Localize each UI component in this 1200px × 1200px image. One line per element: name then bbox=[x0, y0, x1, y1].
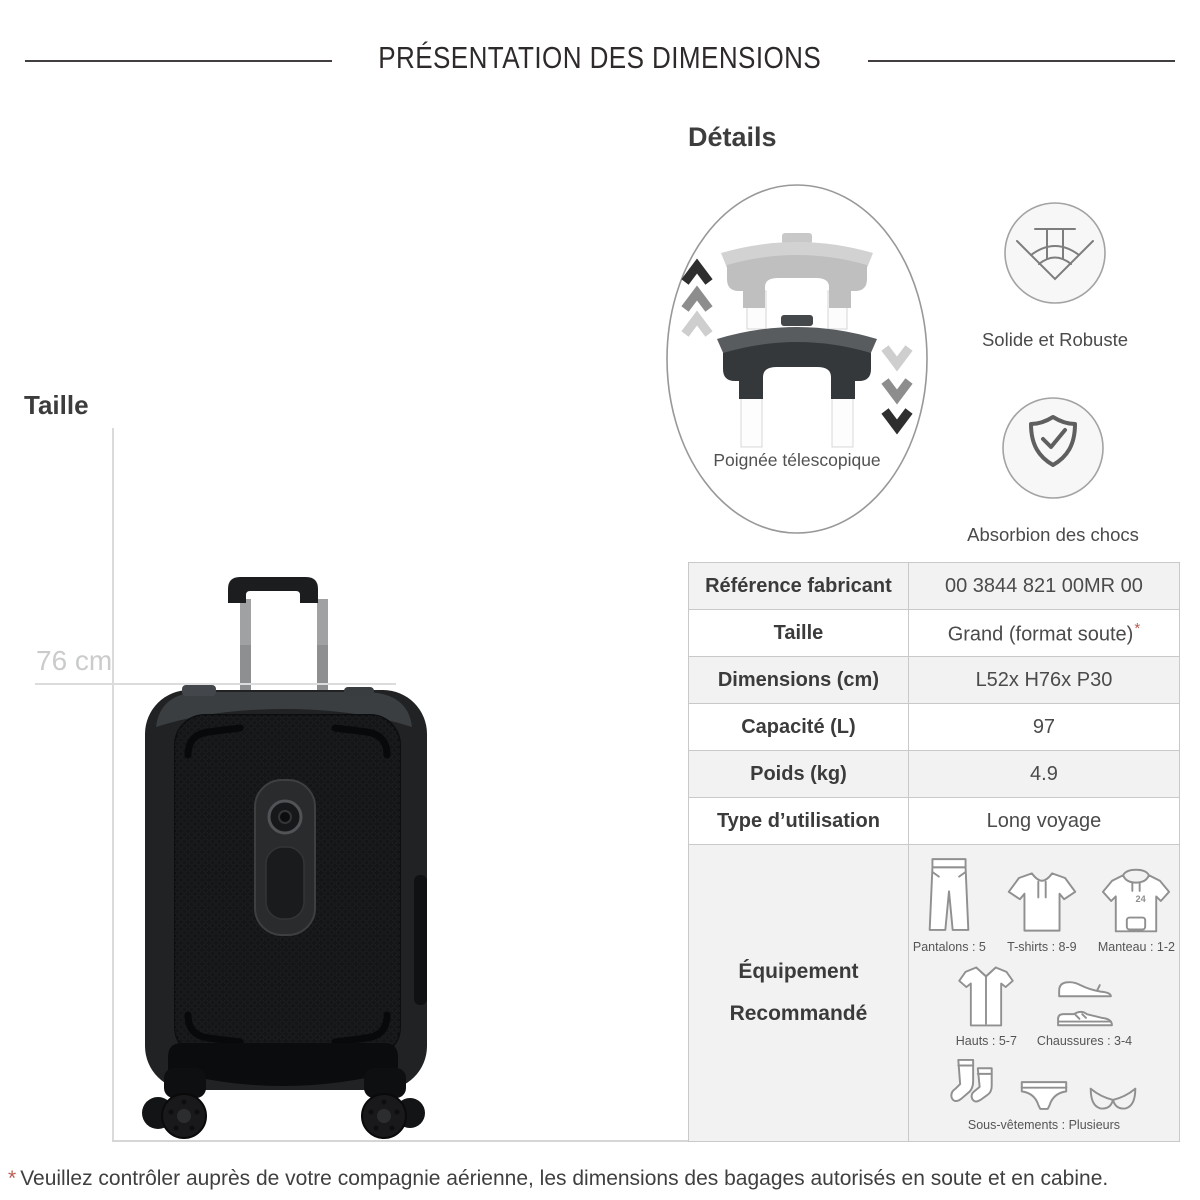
hoodie-icon bbox=[1100, 867, 1172, 935]
asterisk: * bbox=[1134, 619, 1141, 637]
row-label: Poids (kg) bbox=[689, 751, 909, 798]
sturdy-icon bbox=[1002, 200, 1108, 306]
feature-shock-label: Absorbion des chocs bbox=[967, 524, 1139, 545]
row-label: Taille bbox=[689, 610, 909, 657]
handle-retracted bbox=[717, 315, 877, 447]
sneaker-icon bbox=[1054, 1003, 1116, 1029]
equipment-item-tshirts: T-shirts : 8-9 bbox=[1006, 869, 1078, 954]
handle-extended-ghost bbox=[721, 233, 873, 329]
suitcase-photo bbox=[118, 565, 448, 1145]
row-value: 00 3844 821 00MR 00 bbox=[908, 563, 1179, 610]
equipment-content bbox=[908, 845, 1179, 1142]
suitcase-trolley-handle bbox=[228, 577, 328, 694]
row-label: Référence fabricant bbox=[689, 563, 909, 610]
table-row bbox=[689, 657, 1180, 704]
ground-line bbox=[112, 1140, 688, 1142]
dress-shirt-icon bbox=[956, 963, 1016, 1029]
equipment-row bbox=[689, 845, 1180, 1142]
footnote-text: Veuillez contrôler auprès de votre compagnie aérienne, les dimensions des bagages autorisés en soute et en cabine. bbox=[20, 1167, 1109, 1190]
row-value: L52x H76x P30 bbox=[908, 657, 1179, 704]
equipment-item-tops: Hauts : 5-7 bbox=[956, 963, 1017, 1048]
handle-caption: Poignée télescopique bbox=[713, 450, 881, 470]
row-value: 4.9 bbox=[908, 751, 1179, 798]
feature-sturdy bbox=[949, 200, 1161, 351]
table-row bbox=[689, 563, 1180, 610]
row-label: Type d’utilisation bbox=[689, 798, 909, 845]
hoodie-number: 24 bbox=[1135, 893, 1147, 904]
retract-chevrons-down-icon bbox=[885, 348, 909, 427]
row-value: 97 bbox=[908, 704, 1179, 751]
row-label: Capacité (L) bbox=[689, 704, 909, 751]
page-title: PRÉSENTATION DES DIMENSIONS bbox=[378, 40, 822, 75]
equipment-item-coat: 24 Manteau : 1-2 bbox=[1098, 867, 1175, 954]
feature-shock-absorption bbox=[947, 395, 1159, 546]
pants-icon bbox=[926, 855, 972, 935]
footnote bbox=[8, 1167, 1198, 1191]
table-row bbox=[689, 798, 1180, 845]
tshirt-icon bbox=[1006, 869, 1078, 935]
size-heading: Taille bbox=[24, 390, 89, 420]
dress-shoe-icon bbox=[1055, 975, 1115, 999]
height-measure-line-top bbox=[35, 683, 396, 685]
bra-icon bbox=[1087, 1085, 1139, 1113]
table-row bbox=[689, 704, 1180, 751]
row-label: Dimensions (cm) bbox=[689, 657, 909, 704]
shield-check-icon bbox=[1000, 395, 1106, 501]
telescopic-handle-figure bbox=[663, 181, 931, 537]
details-heading: Détails bbox=[688, 122, 777, 152]
equipment-item-pants: Pantalons : 5 bbox=[913, 855, 986, 954]
equipment-item-shoes: Chaussures : 3-4 bbox=[1037, 975, 1132, 1048]
footnote-asterisk: * bbox=[8, 1167, 17, 1190]
height-value-label: 76 cm bbox=[36, 645, 113, 676]
spec-table bbox=[688, 562, 1180, 1142]
row-value: Grand (format soute)* bbox=[908, 610, 1179, 657]
feature-sturdy-label: Solide et Robuste bbox=[981, 329, 1129, 350]
briefs-icon bbox=[1019, 1079, 1069, 1113]
height-measure-line-vertical bbox=[112, 428, 114, 1142]
suitcase-wheels bbox=[142, 1043, 425, 1138]
equipment-item-underwear: Sous-vêtements : Plusieurs bbox=[949, 1057, 1139, 1132]
suitcase-lock-plate bbox=[255, 780, 315, 935]
table-row bbox=[689, 610, 1180, 657]
row-value: Long voyage bbox=[908, 798, 1179, 845]
equipment-label: Équipement Recommandé bbox=[689, 845, 909, 1142]
socks-icon bbox=[949, 1057, 1001, 1113]
table-row bbox=[689, 751, 1180, 798]
extend-chevrons-up-icon bbox=[685, 266, 709, 334]
